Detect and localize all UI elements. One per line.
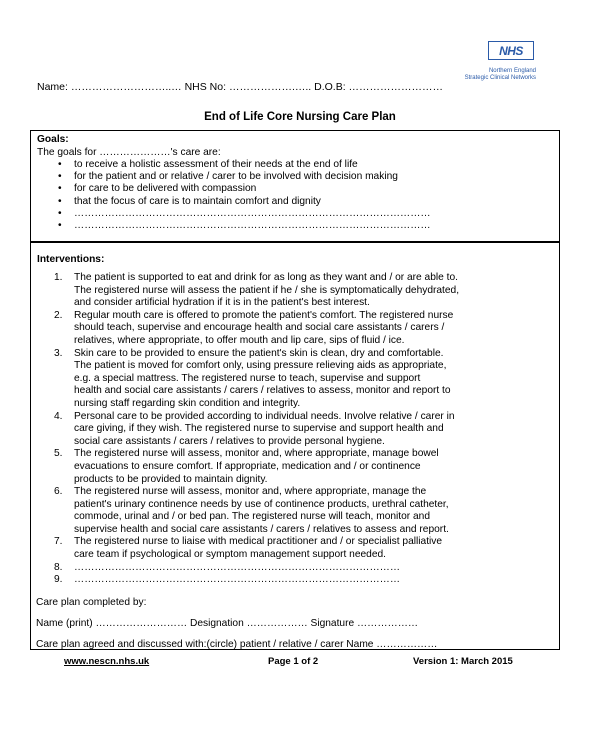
goal-item: • …………………………………………………………………………………………… [37, 208, 552, 220]
intervention-text: The registered nurse will assess, monitor and, where appropriate, manage the [74, 486, 427, 498]
intervention-text: The registered nurse will assess, monitor and, where appropriate, manage bowel [74, 448, 439, 460]
intervention-item [37, 272, 555, 285]
goal-item: • for care to be delivered with compassion [37, 183, 552, 195]
page-footer [0, 656, 600, 670]
intervention-item-continued [37, 474, 555, 487]
goals-intro: The goals for …………………'s care are: [37, 147, 221, 158]
intervention-text: The patient is supported to eat and drink for as long as they want and / or are able to. [74, 272, 458, 283]
network-line1: Northern England [488, 68, 536, 74]
intervention-text: care team if psychological or symptom management support needed. [74, 549, 387, 561]
intervention-item [37, 348, 555, 361]
intervention-item [37, 310, 555, 323]
intervention-text: …………………………………………………………………………………… [74, 561, 400, 573]
intervention-text: Personal care to be provided according to individual needs. Involve relative / carer in [74, 410, 455, 422]
intervention-item-continued [37, 423, 555, 436]
intervention-text: products to be provided to maintain dignity. [74, 473, 268, 485]
intervention-number: 6. [54, 486, 63, 498]
intervention-item [37, 536, 555, 549]
goals-list [37, 159, 552, 232]
goals-section [30, 130, 560, 242]
intervention-text: …………………………………………………………………………………… [74, 574, 400, 586]
intervention-number: 5. [54, 448, 63, 460]
interventions-list [37, 272, 555, 587]
intervention-text: patient's urinary continence needs by use of continence products, urethral catheter, [74, 498, 449, 510]
intervention-text: commode, urinal and / or bed pan. The registered nurse will teach, monitor and [74, 511, 431, 523]
intervention-number: 3. [54, 347, 63, 359]
intervention-number: 9. [54, 574, 63, 586]
intervention-item-continued [37, 285, 555, 298]
website-link[interactable]: www.nescn.nhs.uk [64, 656, 150, 667]
intervention-item [37, 411, 555, 424]
goal-item: • …………………………………………………………………………………………… [37, 220, 552, 232]
intervention-text: evacuations to ensure comfort. If appropriate, medication and / or continence [74, 460, 421, 472]
intervention-text: Skin care to be provided to ensure the patient's skin is clean, dry and comfortable. [74, 347, 444, 359]
intervention-item-continued [37, 499, 555, 512]
intervention-item [37, 562, 555, 575]
goals-heading: Goals: [37, 134, 69, 145]
agreed-discussed-line: Care plan agreed and discussed with:(circle) patient / relative / carer Name ……………… [36, 639, 438, 650]
intervention-item-continued [37, 511, 555, 524]
intervention-text: and consider artificial hydration if it is in the patient's best interest. [74, 297, 370, 309]
intervention-text: supervise health and social care assistants / carers / relatives to assess and report. [74, 523, 449, 535]
intervention-item-continued [37, 385, 555, 398]
page-number: Page 1 of 2 [268, 656, 319, 667]
intervention-text: e.g. a special mattress. The registered nurse to teach, supervise and support [74, 372, 421, 384]
intervention-item-continued [37, 461, 555, 474]
intervention-item-continued [37, 524, 555, 537]
intervention-number: 8. [54, 561, 63, 573]
intervention-item-continued [37, 398, 555, 411]
intervention-text: The registered nurse to liaise with medical practitioner and / or specialist palliative [74, 536, 443, 548]
intervention-item-continued [37, 436, 555, 449]
intervention-text: should teach, supervise and encourage health and social care assistants / carers / [74, 322, 445, 334]
completed-by-label: Care plan completed by: [36, 597, 147, 608]
name-designation-line: Name (print) ……………………… Designation ……………… Signature ……………… [36, 618, 419, 629]
intervention-item-continued [37, 549, 555, 562]
intervention-text: health and social care assistants / carers / relatives to assess, monitor and report to [74, 385, 451, 397]
intervention-item-continued [37, 335, 555, 348]
intervention-text: nursing staff regarding skin condition and integrity. [74, 397, 301, 409]
intervention-item-continued [37, 360, 555, 373]
network-line2: Strategic Clinical Networks [464, 75, 536, 81]
interventions-heading: Interventions: [37, 254, 105, 265]
intervention-text: The patient is moved for comfort only, using pressure relieving aids as appropriate, [74, 360, 447, 372]
network-name [416, 68, 536, 82]
intervention-number: 2. [54, 309, 63, 321]
intervention-item-continued [37, 322, 555, 335]
intervention-text: social care assistants / carers / relatives to provide personal hygiene. [74, 435, 385, 447]
intervention-number: 1. [54, 272, 63, 283]
intervention-item-continued [37, 373, 555, 386]
goal-item: • that the focus of care is to maintain comfort and dignity [37, 196, 552, 208]
intervention-text: relatives, where appropriate, to offer mouth and lip care, sips of fluid / ice. [74, 334, 405, 346]
intervention-text: The registered nurse will assess the patient if he / she is symptomatically dehydrated, [74, 284, 460, 296]
intervention-item [37, 448, 555, 461]
patient-id-line: Name: ………………………..… NHS No: ……………….….. D.O.B: ……………………… [37, 81, 444, 93]
page-title: End of Life Core Nursing Care Plan [204, 111, 396, 123]
intervention-item [37, 486, 555, 499]
intervention-text: care giving, if they wish. The registered nurse to supervise and support health and [74, 423, 444, 435]
intervention-item-continued [37, 297, 555, 310]
goal-item: • for the patient and or relative / carer to be involved with decision making [37, 171, 552, 183]
goal-item: • to receive a holistic assessment of their needs at the end of life [37, 159, 552, 171]
intervention-number: 7. [54, 536, 63, 548]
interventions-section [30, 242, 560, 650]
intervention-text: Regular mouth care is offered to promote the patient's comfort. The registered nurse [74, 309, 454, 321]
nhs-logo: NHS [488, 41, 534, 60]
version-label: Version 1: March 2015 [413, 656, 513, 667]
intervention-item [37, 574, 555, 587]
intervention-number: 4. [54, 410, 63, 422]
